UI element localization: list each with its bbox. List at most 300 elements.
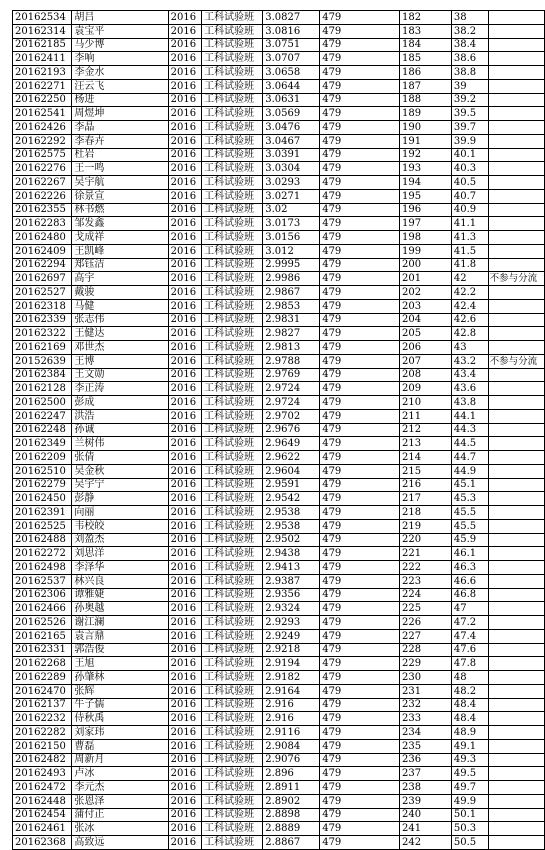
gpa-cell: 2.9076 [263,753,320,767]
rank-cell: 213 [400,437,452,451]
rank-cell: 228 [400,643,452,657]
percentile-cell: 39 [451,79,488,93]
rank-cell: 201 [400,272,452,286]
percentile-cell: 43.4 [451,368,488,382]
name-cell: 李金水 [72,66,168,80]
rank-cell: 212 [400,423,452,437]
name-cell: 吴金秋 [72,464,168,478]
student-id-cell: 20162314 [13,24,72,38]
class-size-cell: 479 [320,148,400,162]
note-cell [488,767,544,781]
note-cell [488,561,544,575]
note-cell [488,11,544,25]
percentile-cell: 45.3 [451,492,488,506]
rank-cell: 184 [400,38,452,52]
name-cell: 刘思洋 [72,547,168,561]
year-cell: 2016 [168,176,201,190]
rank-cell: 200 [400,258,452,272]
table-row [13,712,545,726]
class-size-cell: 479 [320,354,400,368]
rank-cell: 238 [400,781,452,795]
class-size-cell: 479 [320,519,400,533]
year-cell: 2016 [168,506,201,520]
year-cell: 2016 [168,79,201,93]
student-id-cell: 20162534 [13,11,72,25]
gpa-cell: 2.9502 [263,533,320,547]
class-size-cell: 479 [320,38,400,52]
student-id-cell: 20162289 [13,671,72,685]
percentile-cell: 43 [451,341,488,355]
class-size-cell: 479 [320,602,400,616]
note-cell [488,217,544,231]
percentile-cell: 42.4 [451,299,488,313]
percentile-cell: 38.2 [451,24,488,38]
rank-cell: 223 [400,574,452,588]
year-cell: 2016 [168,822,201,836]
gpa-cell: 2.9182 [263,671,320,685]
year-cell: 2016 [168,533,201,547]
gpa-cell: 2.9676 [263,423,320,437]
note-cell [488,66,544,80]
rank-cell: 221 [400,547,452,561]
note-cell [488,176,544,190]
student-id-cell: 20162322 [13,327,72,341]
percentile-cell: 45.9 [451,533,488,547]
rank-cell: 215 [400,464,452,478]
year-cell: 2016 [168,437,201,451]
student-id-cell: 20162165 [13,629,72,643]
class-size-cell: 479 [320,794,400,808]
year-cell: 2016 [168,794,201,808]
table-row [13,602,545,616]
rank-cell: 186 [400,66,452,80]
name-cell: 袁言鼎 [72,629,168,643]
table-row [13,684,545,698]
note-cell [488,313,544,327]
name-cell: 周煜坤 [72,107,168,121]
student-id-cell: 20162461 [13,822,72,836]
class-size-cell: 479 [320,492,400,506]
ranking-table [12,10,545,850]
class-cell: 工科试验班 [202,781,263,795]
name-cell: 李泽华 [72,561,168,575]
gpa-cell: 2.9293 [263,616,320,630]
class-size-cell: 479 [320,231,400,245]
rank-cell: 225 [400,602,452,616]
class-cell: 工科试验班 [202,671,263,685]
note-cell [488,437,544,451]
class-size-cell: 479 [320,11,400,25]
table-row [13,313,545,327]
student-id-cell: 20162480 [13,231,72,245]
percentile-cell: 47.2 [451,616,488,630]
year-cell: 2016 [168,272,201,286]
rank-cell: 188 [400,93,452,107]
percentile-cell: 44.1 [451,409,488,423]
name-cell: 李正涛 [72,382,168,396]
rank-cell: 229 [400,657,452,671]
name-cell: 侍秋禹 [72,712,168,726]
class-size-cell: 479 [320,189,400,203]
table-row [13,272,545,286]
student-id-cell: 20162283 [13,217,72,231]
rank-cell: 187 [400,79,452,93]
class-size-cell: 479 [320,203,400,217]
class-cell: 工科试验班 [202,547,263,561]
rank-cell: 214 [400,451,452,465]
class-size-cell: 479 [320,712,400,726]
table-row [13,93,545,107]
class-size-cell: 479 [320,753,400,767]
name-cell: 张志伟 [72,313,168,327]
student-id-cell: 20162575 [13,148,72,162]
class-size-cell: 479 [320,588,400,602]
gpa-cell: 2.9831 [263,313,320,327]
gpa-cell: 2.9986 [263,272,320,286]
class-cell: 工科试验班 [202,684,263,698]
rank-cell: 219 [400,519,452,533]
year-cell: 2016 [168,231,201,245]
name-cell: 孙奥越 [72,602,168,616]
year-cell: 2016 [168,451,201,465]
name-cell: 袁宝平 [72,24,168,38]
class-size-cell: 479 [320,107,400,121]
table-row [13,162,545,176]
student-id-cell: 20162226 [13,189,72,203]
class-cell: 工科试验班 [202,368,263,382]
table-row [13,299,545,313]
rank-cell: 198 [400,231,452,245]
note-cell [488,753,544,767]
class-cell: 工科试验班 [202,396,263,410]
name-cell: 李元杰 [72,781,168,795]
class-size-cell: 479 [320,409,400,423]
gpa-cell: 2.9324 [263,602,320,616]
name-cell: 李晶 [72,121,168,135]
student-id-cell: 20162537 [13,574,72,588]
gpa-cell: 3.0156 [263,231,320,245]
student-id-cell: 20162391 [13,506,72,520]
name-cell: 张恩泽 [72,794,168,808]
note-cell [488,657,544,671]
year-cell: 2016 [168,341,201,355]
class-cell: 工科试验班 [202,561,263,575]
percentile-cell: 47.6 [451,643,488,657]
class-size-cell: 479 [320,313,400,327]
gpa-cell: 3.02 [263,203,320,217]
student-id-cell: 20162525 [13,519,72,533]
name-cell: 李响 [72,52,168,66]
class-size-cell: 479 [320,684,400,698]
rank-cell: 207 [400,354,452,368]
note-cell [488,107,544,121]
rank-cell: 237 [400,767,452,781]
class-cell: 工科试验班 [202,93,263,107]
class-cell: 工科试验班 [202,767,263,781]
table-row [13,286,545,300]
class-cell: 工科试验班 [202,217,263,231]
table-row [13,519,545,533]
rank-cell: 227 [400,629,452,643]
class-cell: 工科试验班 [202,189,263,203]
note-cell [488,24,544,38]
class-cell: 工科试验班 [202,409,263,423]
rank-cell: 182 [400,11,452,25]
name-cell: 徐景宣 [72,189,168,203]
year-cell: 2016 [168,121,201,135]
class-cell: 工科试验班 [202,313,263,327]
note-cell [488,382,544,396]
note-cell [488,121,544,135]
year-cell: 2016 [168,327,201,341]
percentile-cell: 40.1 [451,148,488,162]
table-row [13,767,545,781]
rank-cell: 206 [400,341,452,355]
note-cell [488,808,544,822]
gpa-cell: 3.0658 [263,66,320,80]
year-cell: 2016 [168,671,201,685]
class-size-cell: 479 [320,368,400,382]
class-cell: 工科试验班 [202,258,263,272]
gpa-cell: 2.9438 [263,547,320,561]
note-cell [488,231,544,245]
class-size-cell: 479 [320,671,400,685]
rank-cell: 189 [400,107,452,121]
year-cell: 2016 [168,24,201,38]
percentile-cell: 45.1 [451,478,488,492]
percentile-cell: 42.6 [451,313,488,327]
student-id-cell: 20162409 [13,244,72,258]
gpa-cell: 2.9604 [263,464,320,478]
student-id-cell: 20162411 [13,52,72,66]
note-cell [488,712,544,726]
student-id-cell: 20162247 [13,409,72,423]
gpa-cell: 2.8867 [263,836,320,850]
rank-cell: 235 [400,739,452,753]
class-cell: 工科试验班 [202,492,263,506]
name-cell: 谭雅婕 [72,588,168,602]
percentile-cell: 47.4 [451,629,488,643]
student-id-cell: 20162209 [13,451,72,465]
class-size-cell: 479 [320,726,400,740]
name-cell: 周新月 [72,753,168,767]
student-id-cell: 20162193 [13,66,72,80]
year-cell: 2016 [168,726,201,740]
percentile-cell: 38.4 [451,38,488,52]
name-cell: 戈成祥 [72,231,168,245]
percentile-cell: 49.9 [451,794,488,808]
name-cell: 彭成 [72,396,168,410]
year-cell: 2016 [168,657,201,671]
year-cell: 2016 [168,478,201,492]
class-cell: 工科试验班 [202,231,263,245]
rank-cell: 209 [400,382,452,396]
rank-cell: 197 [400,217,452,231]
year-cell: 2016 [168,547,201,561]
note-cell [488,423,544,437]
note-cell [488,794,544,808]
percentile-cell: 42.8 [451,327,488,341]
table-row [13,533,545,547]
name-cell: 高宇 [72,272,168,286]
class-cell: 工科试验班 [202,574,263,588]
student-id-cell: 20162318 [13,299,72,313]
class-size-cell: 479 [320,121,400,135]
year-cell: 2016 [168,134,201,148]
student-id-cell: 20162498 [13,561,72,575]
student-id-cell: 20162306 [13,588,72,602]
gpa-cell: 2.896 [263,767,320,781]
class-size-cell: 479 [320,561,400,575]
rank-cell: 190 [400,121,452,135]
class-size-cell: 479 [320,478,400,492]
student-id-cell: 20162527 [13,286,72,300]
note-cell [488,781,544,795]
table-row [13,231,545,245]
percentile-cell: 47 [451,602,488,616]
percentile-cell: 48.9 [451,726,488,740]
student-id-cell: 20162541 [13,107,72,121]
student-id-cell: 20162493 [13,767,72,781]
note-cell [488,671,544,685]
year-cell: 2016 [168,423,201,437]
gpa-cell: 2.9649 [263,437,320,451]
note-cell [488,547,544,561]
name-cell: 洪浩 [72,409,168,423]
class-size-cell: 479 [320,52,400,66]
student-id-cell: 20162349 [13,437,72,451]
student-id-cell: 20162150 [13,739,72,753]
class-size-cell: 479 [320,382,400,396]
note-cell [488,602,544,616]
year-cell: 2016 [168,162,201,176]
gpa-cell: 2.8889 [263,822,320,836]
percentile-cell: 48.4 [451,712,488,726]
table-row [13,547,545,561]
class-cell: 工科试验班 [202,794,263,808]
note-cell [488,574,544,588]
rank-cell: 185 [400,52,452,66]
gpa-cell: 3.0644 [263,79,320,93]
class-size-cell: 479 [320,66,400,80]
rank-cell: 222 [400,561,452,575]
table-row [13,134,545,148]
class-size-cell: 479 [320,341,400,355]
percentile-cell: 40.5 [451,176,488,190]
note-cell [488,684,544,698]
class-size-cell: 479 [320,286,400,300]
table-row [13,107,545,121]
name-cell: 韦校皎 [72,519,168,533]
class-cell: 工科试验班 [202,519,263,533]
student-id-cell: 20162292 [13,134,72,148]
student-id-cell: 20162276 [13,162,72,176]
gpa-cell: 2.9622 [263,451,320,465]
class-cell: 工科试验班 [202,272,263,286]
name-cell: 刘家玮 [72,726,168,740]
name-cell: 邹发鑫 [72,217,168,231]
student-id-cell: 20162448 [13,794,72,808]
year-cell: 2016 [168,38,201,52]
class-size-cell: 479 [320,808,400,822]
class-size-cell: 479 [320,437,400,451]
rank-cell: 194 [400,176,452,190]
year-cell: 2016 [168,739,201,753]
gpa-cell: 2.9194 [263,657,320,671]
rank-cell: 239 [400,794,452,808]
table-row [13,409,545,423]
name-cell: 胡吕 [72,11,168,25]
name-cell: 林兴良 [72,574,168,588]
class-size-cell: 479 [320,616,400,630]
class-cell: 工科试验班 [202,79,263,93]
note-cell [488,533,544,547]
name-cell: 兰树伟 [72,437,168,451]
percentile-cell: 50.5 [451,836,488,850]
class-cell: 工科试验班 [202,327,263,341]
student-id-cell: 20162232 [13,712,72,726]
gpa-cell: 2.9542 [263,492,320,506]
class-cell: 工科试验班 [202,478,263,492]
rank-cell: 220 [400,533,452,547]
class-cell: 工科试验班 [202,533,263,547]
note-cell [488,244,544,258]
year-cell: 2016 [168,258,201,272]
class-size-cell: 479 [320,836,400,850]
table-row [13,629,545,643]
student-id-cell: 20162271 [13,79,72,93]
class-cell: 工科试验班 [202,382,263,396]
class-cell: 工科试验班 [202,726,263,740]
rank-cell: 231 [400,684,452,698]
note-cell [488,162,544,176]
percentile-cell: 42 [451,272,488,286]
year-cell: 2016 [168,753,201,767]
year-cell: 2016 [168,561,201,575]
year-cell: 2016 [168,629,201,643]
note-cell [488,148,544,162]
table-row [13,121,545,135]
note-cell [488,464,544,478]
percentile-cell: 48.4 [451,698,488,712]
class-cell: 工科试验班 [202,423,263,437]
percentile-cell: 44.5 [451,437,488,451]
percentile-cell: 38.6 [451,52,488,66]
percentile-cell: 43.8 [451,396,488,410]
gpa-cell: 3.012 [263,244,320,258]
year-cell: 2016 [168,588,201,602]
gpa-cell: 2.9995 [263,258,320,272]
student-id-cell: 20162272 [13,547,72,561]
class-cell: 工科试验班 [202,822,263,836]
table-row [13,588,545,602]
percentile-cell: 46.8 [451,588,488,602]
note-cell [488,134,544,148]
note-cell [488,739,544,753]
name-cell: 林书燃 [72,203,168,217]
note-cell [488,52,544,66]
note-cell [488,506,544,520]
class-cell: 工科试验班 [202,464,263,478]
gpa-cell: 3.0293 [263,176,320,190]
rank-cell: 226 [400,616,452,630]
note-cell [488,299,544,313]
class-size-cell: 479 [320,767,400,781]
name-cell: 戴骏 [72,286,168,300]
table-row [13,657,545,671]
percentile-cell: 46.1 [451,547,488,561]
student-id-cell: 20162169 [13,341,72,355]
